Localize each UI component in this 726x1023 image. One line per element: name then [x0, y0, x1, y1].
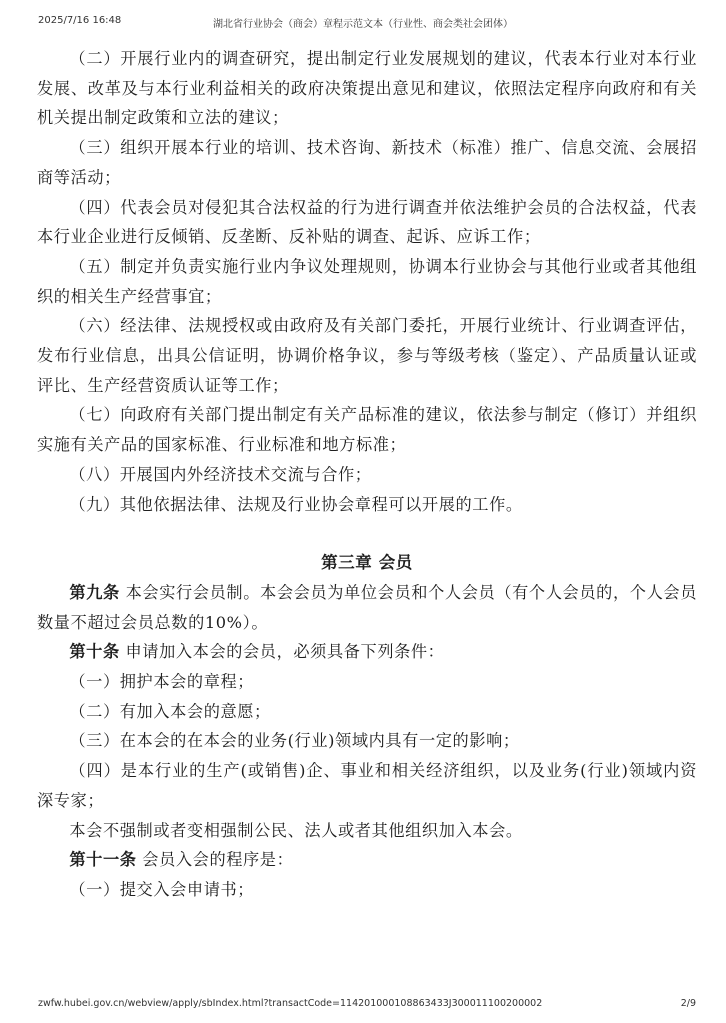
header-datetime: 2025/7/16 16:48: [38, 15, 122, 26]
article-11-text: 会员入会的程序是：: [136, 850, 294, 870]
document-body: [37, 44, 697, 905]
item-2: （二）开展行业内的调查研究，提出制定行业发展规划的建议，代表本行业对本行业发展、改革及与本行业利益相关的政府决策提出意见和建议，依照法定程序向政府和有关机关提出制定政策和立法的建议；: [37, 49, 697, 128]
footer-url[interactable]: zwfw.hubei.gov.cn/webview/apply/sbIndex.html?transactCode=114201000108863433J300011100200002: [38, 998, 543, 1009]
condition-1: （一）拥护本会的章程；: [69, 672, 255, 692]
footer-page-number: 2/9: [680, 998, 696, 1009]
header-title: 湖北省行业协会（商会）章程示范文本（行业性、商会类社会团体）: [213, 19, 513, 30]
article-10-label: 第十条: [69, 642, 120, 662]
article-10: [37, 637, 697, 667]
item-7: （七）向政府有关部门提出制定有关产品标准的建议，依法参与制定（修订）并组织实施有关产品的国家标准、行业标准和地方标准；: [37, 405, 697, 455]
section-gap: [37, 519, 697, 548]
article-11: [37, 845, 697, 875]
item-4: （四）代表会员对侵犯其合法权益的行为进行调查并依法维护会员的合法权益，代表本行业企业进行反倾销、反垄断、反补贴的调查、起诉、应诉工作；: [37, 197, 697, 247]
chapter-title: 第三章 会员: [321, 553, 413, 573]
item-8: （八）开展国内外经济技术交流与合作；: [69, 464, 372, 484]
item-5: （五）制定并负责实施行业内争议处理规则，协调本行业协会与其他行业或者其他组织的相关生产经营事宜；: [37, 256, 697, 306]
article-10-note: 本会不强制或者变相强制公民、法人或者其他组织加入本会。: [69, 820, 523, 840]
item-6: （六）经法律、法规授权或由政府及有关部门委托，开展行业统计、行业调查评估，发布行业信息，出具公信证明，协调价格争议，参与等级考核（鉴定）、产品质量认证或评比、生产经营资质认证等工作；: [37, 316, 697, 395]
item-9: （九）其他依据法律、法规及行业协会章程可以开展的工作。: [69, 494, 523, 514]
step-1: （一）提交入会申请书；: [69, 879, 255, 899]
article-9: [37, 578, 697, 637]
article-11-label: 第十一条: [69, 850, 137, 870]
article-10-text: 申请加入本会的会员，必须具备下列条件：: [119, 642, 445, 662]
article-9-text: 本会实行会员制。本会会员为单位会员和个人会员（有个人会员的，个人会员数量不超过会员总数的10%）。: [37, 582, 697, 632]
condition-2: （二）有加入本会的意愿；: [69, 701, 271, 721]
item-3: （三）组织开展本行业的培训、技术咨询、新技术（标准）推广、信息交流、会展招商等活动；: [37, 138, 697, 187]
article-9-label: 第九条: [69, 582, 120, 602]
condition-4: （四）是本行业的生产(或销售)企、事业和相关经济组织，以及业务(行业)领域内资深专家；: [37, 761, 697, 810]
condition-3: （三）在本会的在本会的业务(行业)领域内具有一定的影响；: [69, 731, 520, 751]
